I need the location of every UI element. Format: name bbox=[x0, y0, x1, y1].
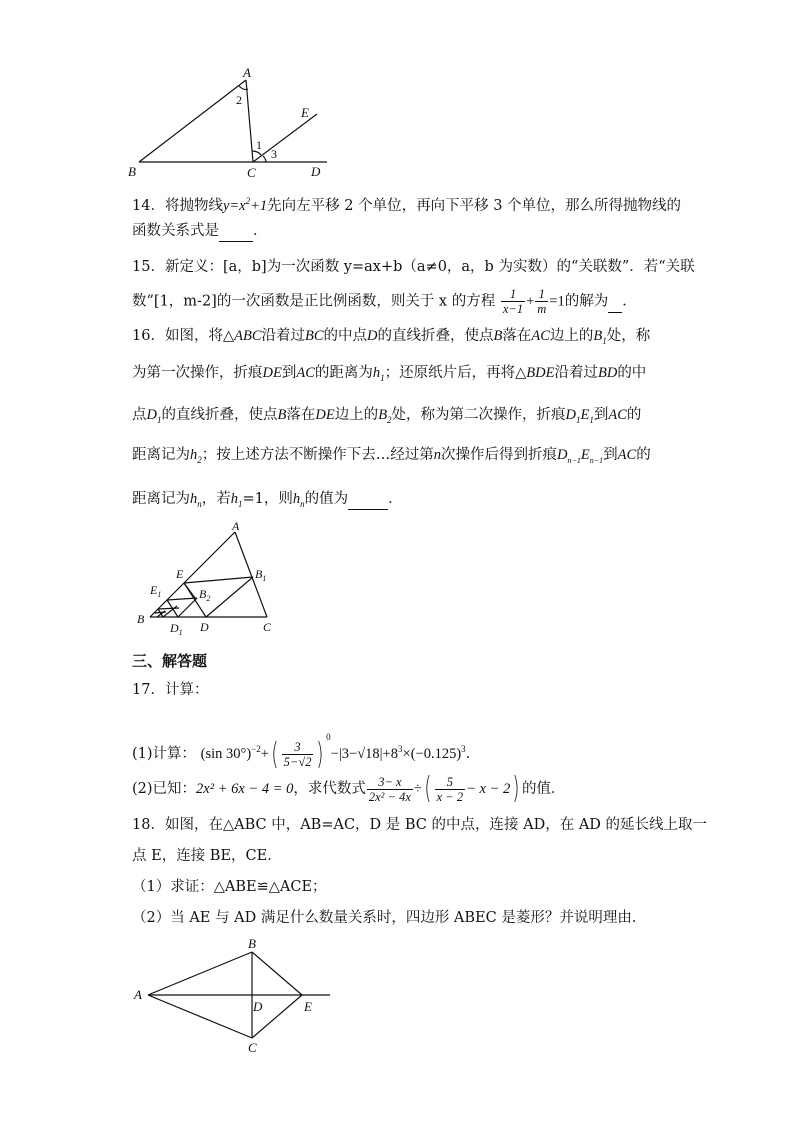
q14-answer-blank[interactable] bbox=[219, 221, 253, 242]
segment-ac bbox=[246, 80, 253, 162]
label-b: B bbox=[128, 164, 136, 179]
label-b2: $B_2$ bbox=[199, 587, 211, 603]
angle-mark-3 bbox=[263, 156, 266, 162]
q15-fraction-2: $\frac{1}{m}$ bbox=[537, 287, 547, 316]
q17-part1: (1)计算： (sin 30°)$^{-2}$+( $\frac{3}{5-√2}$ ) $^0-|3-√18|+8^3\times(-0.125)^3$． bbox=[132, 732, 481, 772]
q17-fraction: $\frac{3}{5-√2}$ bbox=[283, 740, 312, 770]
q18-line2: 点 E，连接 BE，CE． bbox=[132, 848, 282, 864]
label-angle-1: 1 bbox=[256, 138, 262, 152]
segment-be bbox=[252, 952, 302, 995]
label-e1: $E_1$ bbox=[150, 583, 162, 599]
q16-answer-blank[interactable] bbox=[348, 489, 388, 510]
figure-rhombus bbox=[130, 935, 340, 1060]
q16-line1: 16．如图，将△ABC沿着过BC的中点D的直线折叠，使点B落在AC边上的$B_1$处，称 bbox=[132, 328, 651, 346]
q17-fraction-2: $\frac{5}{x - 2}$ bbox=[436, 774, 464, 804]
label-d: D bbox=[311, 164, 321, 179]
label-d1: $D_1$ bbox=[170, 621, 183, 637]
q14-line2: 函数关系式是 ． bbox=[132, 221, 268, 242]
segment-ab bbox=[148, 952, 252, 995]
q18-line4: （2）当 AE 与 AD 满足什么数量关系时，四边形 ABEC 是菱形？并说明理由． bbox=[132, 910, 647, 926]
q16-line3: 点$D_1$的直线折叠，使点B落在DE边上的$B_2$处，称为第二次操作，折痕$D_1E_1$到AC的 bbox=[132, 407, 642, 425]
q17-title: 17．计算： bbox=[132, 682, 209, 698]
ray-ce bbox=[253, 114, 317, 162]
q15-answer-blank[interactable] bbox=[608, 292, 622, 313]
q17-fraction-1: $\frac{3- x}{\text{2x² − 4x}}$ bbox=[368, 774, 411, 804]
q18-line3: （1）求证：△ABE≌△ACE； bbox=[132, 879, 327, 895]
segment-ba bbox=[150, 532, 235, 617]
q17-part2: (2)已知：2x² + 6x − 4 = 0，求代数式 $\frac{3- x}{\text{2x² − 4x}}$ ÷( $\frac{5}{x - 2}$ − x − 2) 的值． bbox=[132, 771, 566, 806]
label-c: C bbox=[263, 620, 272, 634]
label-b1: $B_1$ bbox=[255, 567, 267, 583]
segment-ab bbox=[139, 80, 246, 162]
label-b: B bbox=[137, 612, 145, 626]
label-a: A bbox=[134, 987, 142, 1002]
section-title: 三、解答题 bbox=[132, 652, 208, 670]
label-c: C bbox=[248, 1040, 257, 1055]
label-e: E bbox=[304, 999, 312, 1014]
q14-function: $y=x^2+1$ bbox=[222, 196, 268, 214]
label-e: E bbox=[176, 567, 184, 581]
label-angle-3: 3 bbox=[271, 147, 277, 161]
figure-folding bbox=[133, 520, 283, 638]
q16-line5: 距离记为$h_n$，若$h_1=1$，则$h_n$的值为 ． bbox=[132, 491, 403, 509]
segment-ac bbox=[148, 995, 252, 1038]
label-angle-2: 2 bbox=[236, 93, 242, 107]
label-d: D bbox=[200, 620, 209, 634]
label-a: A bbox=[232, 520, 240, 533]
label-d: D bbox=[253, 999, 263, 1014]
q15-line1: 15．新定义：[a，b]为一次函数 y=ax+b（a≠0，a，b 为实数）的“关联数”．若“关联 bbox=[132, 259, 695, 275]
q14-line1: 14．将抛物线$y=x^2+1$先向左平移 2 个单位，再向下平移 3 个单位，那么所得抛物线的 bbox=[132, 196, 682, 214]
q15-line2: 数”[1，m-2]的一次函数是正比例函数，则关于 x 的方程 $\frac{1}{x-1}$ + $\frac{1}{m}$ =1的解为 ． bbox=[132, 287, 637, 316]
label-b: B bbox=[248, 936, 256, 951]
q18-line1: 18．如图，在△ABC 中，AB=AC，D 是 BC 的中点，连接 AD，在 AD 的延长线上取一 bbox=[132, 817, 708, 833]
label-c: C bbox=[247, 165, 256, 180]
label-a: A bbox=[243, 65, 251, 80]
q15-fraction-1: $\frac{1}{x-1}$ bbox=[502, 287, 524, 316]
q16-line4: 距离记为$h_2$；按上述方法不断操作下去…经过第n次操作后得到折痕$D_{n-1}E_{n-1}$到AC的 bbox=[132, 447, 651, 465]
label-e: E bbox=[301, 105, 309, 120]
q16-line2: 为第一次操作，折痕DE到AC的距离为$h_1$；还原纸片后，再将△BDE沿着过BD的中 bbox=[132, 365, 647, 383]
figure-angles bbox=[125, 60, 345, 185]
